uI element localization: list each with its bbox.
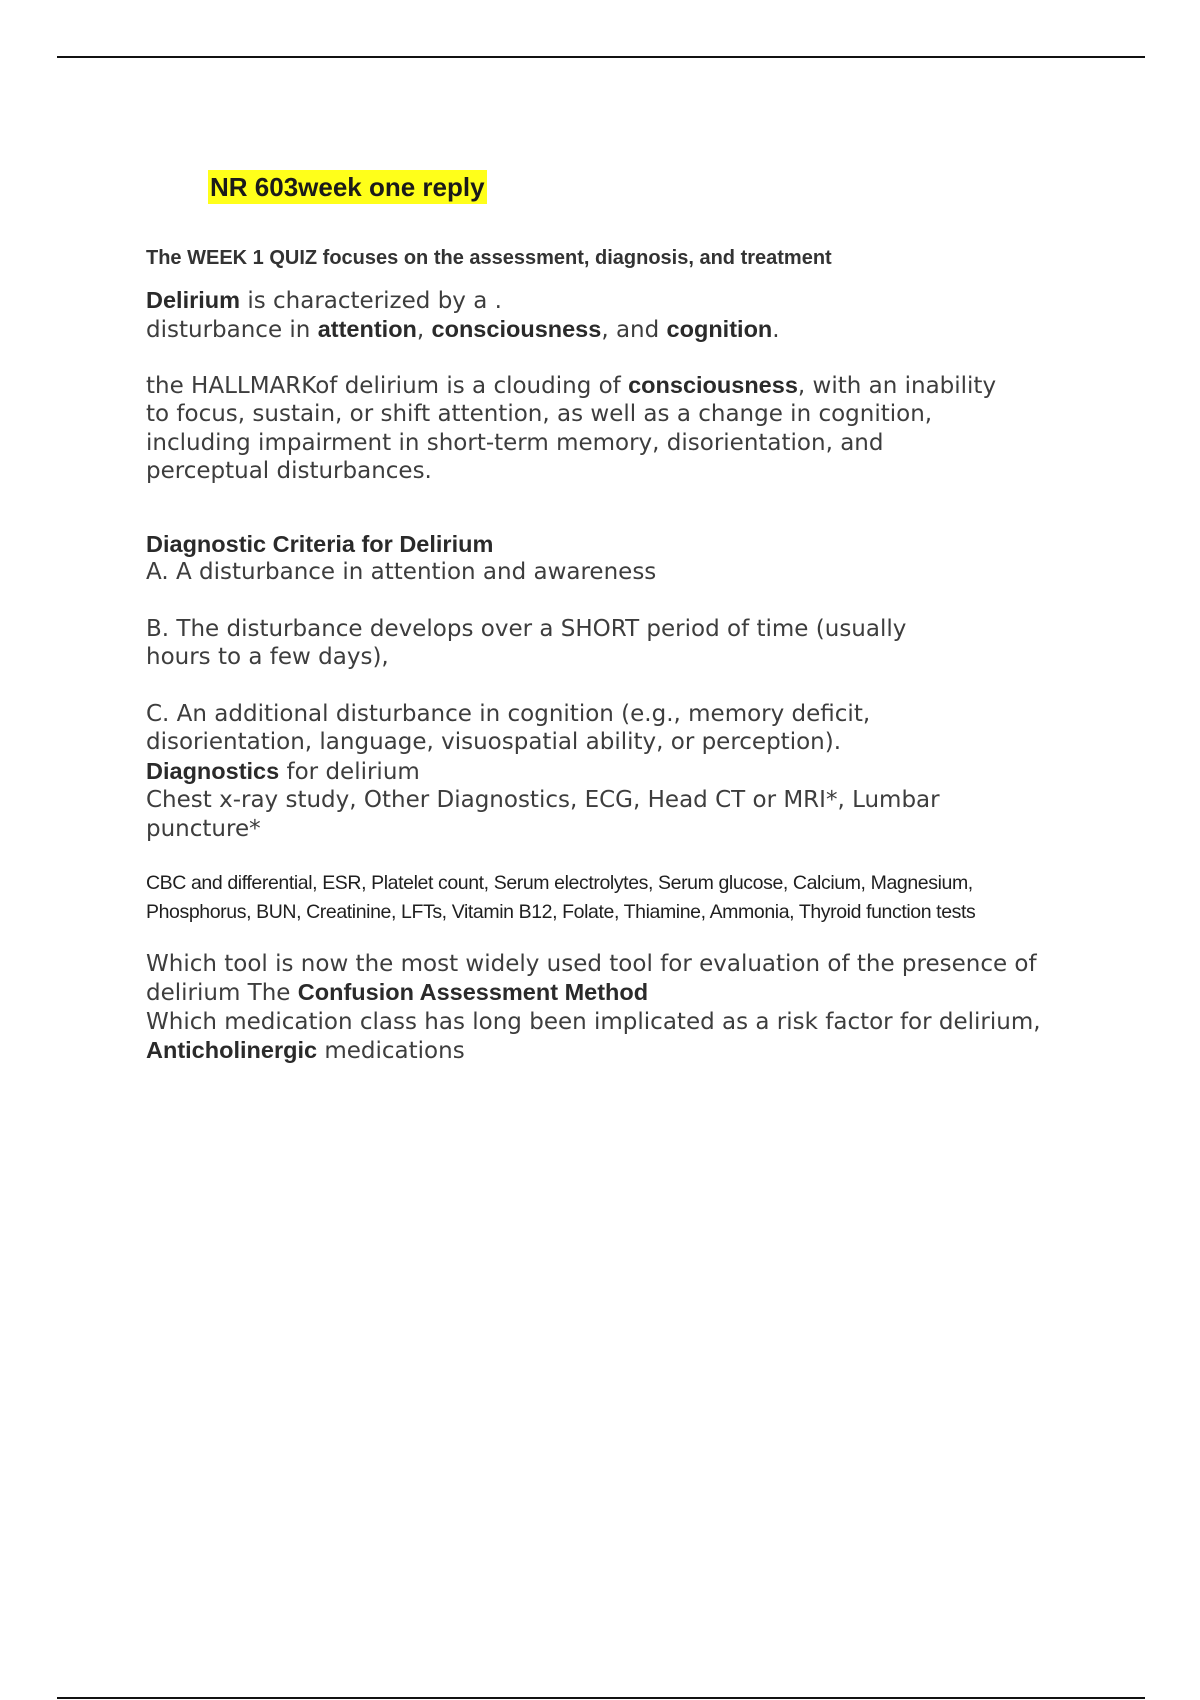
criterion-b-line2: hours to a few days),	[146, 644, 389, 671]
hallmark-post: , with an inability	[797, 373, 997, 399]
criterion-c-line2: disorientation, language, visuospatial ability, or perception).	[146, 729, 842, 756]
delirium-term: Delirium	[146, 287, 241, 313]
hallmark-consciousness: consciousness	[628, 372, 798, 398]
hallmark-line2: to focus, sustain, or shift attention, as well as a change in cognition,	[146, 401, 933, 428]
hallmark-line3: including impairment in short-term memory, disorientation, and	[146, 429, 884, 456]
questions-section	[146, 950, 1041, 1066]
period-text: .	[772, 317, 780, 344]
cognition-term: cognition	[666, 316, 773, 343]
labs-list	[146, 869, 975, 926]
hallmark-pre: the HALLMARKof delirium is a clouding of	[146, 373, 629, 399]
anticholinergic-answer: Anticholinergic	[146, 1037, 318, 1064]
diagnostics-rest: for delirium	[279, 758, 420, 785]
attention-term: attention	[317, 316, 417, 343]
labs-line2: Phosphorus, BUN, Creatinine, LFTs, Vitamin B12, Folate, Thiamine, Ammonia, Thyroid function tests	[146, 900, 976, 923]
footer-rule	[57, 1697, 1145, 1699]
labs-line1: CBC and differential, ESR, Platelet count, Serum electrolytes, Serum glucose, Calcium, Magnesium,	[146, 872, 973, 894]
question-1-line1: Which tool is now the most widely used tool for evaluation of the presence of	[146, 951, 1037, 977]
criterion-c-line1: C. An additional disturbance in cognition (e.g., memory deficit,	[146, 701, 871, 727]
hallmark-line4: perceptual disturbances.	[146, 458, 432, 485]
criterion-b	[146, 615, 906, 672]
comma-text: ,	[416, 317, 432, 344]
hallmark-paragraph	[146, 371, 996, 486]
diagnostics-line3: puncture*	[146, 815, 261, 842]
criterion-a: A. A disturbance in attention and awareness	[146, 559, 657, 586]
diagnostics-line2: Chest x-ray study, Other Diagnostics, ECG, Head CT or MRI*, Lumbar	[146, 787, 940, 814]
question-1-line2: delirium The	[146, 980, 298, 1007]
delirium-def-text: is characterized by a .	[240, 288, 502, 314]
criterion-b-line1: B. The disturbance develops over a SHORT period of time (usually	[146, 616, 907, 642]
delirium-definition	[146, 286, 780, 345]
subtitle: The WEEK 1 QUIZ focuses on the assessment, diagnosis, and treatment	[146, 247, 832, 269]
criteria-heading: Diagnostic Criteria for Delirium	[146, 531, 494, 557]
question-2-line1: Which medication class has long been implicated as a risk factor for delirium,	[146, 1008, 1041, 1035]
criteria-section	[146, 530, 656, 587]
diagnostics-term: Diagnostics	[146, 757, 280, 784]
question-2-rest: medications	[317, 1038, 465, 1065]
consciousness-term: consciousness	[431, 316, 602, 343]
header-rule	[57, 56, 1145, 58]
cam-answer: Confusion Assessment Method	[297, 979, 649, 1006]
and-text: , and	[601, 317, 667, 344]
criterion-c-and-diagnostics	[146, 700, 940, 843]
delirium-def-line2: disturbance in	[146, 317, 318, 344]
page-title: NR 603week one reply	[210, 172, 485, 202]
